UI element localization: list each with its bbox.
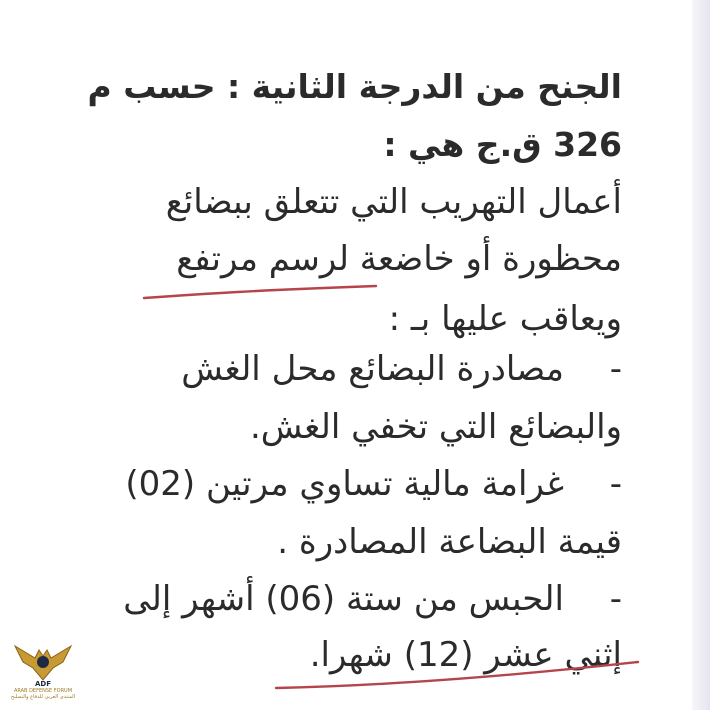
bullet-marker: - [609, 464, 622, 504]
page-edge-shadow [692, 0, 710, 710]
penalty-item-line-2: والبضائع التي تخفي الغش. [249, 407, 622, 447]
penalty-item-line-2: إثني عشر (12) شهرا. [309, 635, 622, 675]
body-line-1: أعمال التهريب التي تتعلق ببضائع [165, 182, 622, 222]
bullet-marker: - [609, 349, 622, 389]
heading-line-1: الجنح من الدرجة الثانية : حسب م [87, 67, 622, 106]
body-line-2: محظورة أو خاضعة لرسم مرتفع [176, 239, 622, 279]
logo-text: ADF [34, 680, 52, 688]
penalty-item-line-2: قيمة البضاعة المصادرة . [277, 522, 622, 562]
heading-line-2: 326 ق.ج هي : [383, 125, 622, 164]
penalty-item-line-1: غرامة مالية تساوي مرتين (02) [125, 464, 564, 504]
watermark-title-en: ARAB DEFENSE FORUM [13, 688, 73, 694]
body-line-3: ويعاقب عليها بـ : [388, 299, 622, 339]
bullet-marker: - [609, 579, 622, 619]
watermark-title-ar: المنتدى العربي للدفاع والتسليح [10, 694, 76, 700]
handwritten-underline-2 [272, 656, 642, 696]
eagle-emblem-icon [13, 640, 73, 688]
penalty-item-line-1: الحبس من ستة (06) أشهر إلى [123, 579, 564, 619]
watermark-logo [4, 640, 82, 708]
penalty-item-line-1: مصادرة البضائع محل الغش [181, 349, 564, 389]
handwritten-underline-1 [140, 282, 380, 304]
